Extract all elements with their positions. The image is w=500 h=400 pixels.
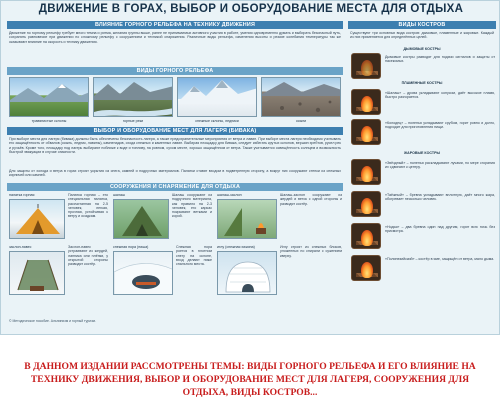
- illustration-mountain-tent: [9, 199, 65, 239]
- fire-smoke-icon: [351, 53, 381, 79]
- label-igloo: иглу (снежная хижина): [217, 245, 255, 249]
- fire-item-taiga: «Таёжный» – бревна укладывают вплотную, даёт много жара, обогревает несколько человек.: [385, 193, 495, 202]
- fire-nodya-icon: [351, 223, 381, 249]
- band-camp-selection: ВЫБОР И ОБОРУДОВАНИЕ МЕСТ ДЛЯ ЛАГЕРЯ (БИВАКА): [7, 127, 343, 135]
- illustration-screen-canopy: [9, 251, 65, 295]
- text-hut-screen: Шалаш-заслон сооружают из жердей и веток с одной стороны и разводят костёр.: [280, 193, 342, 206]
- text-mountain-tent: Палатка горная – это специальная палатка, рассчитанная на 2-5 человек, легкая, прочная, устойчивая к ветру и осадкам.: [68, 193, 108, 219]
- poster-title: ДВИЖЕНИЕ В ГОРАХ, ВЫБОР И ОБОРУДОВАНИЕ МЕСТА ДЛЯ ОТДЫХА: [38, 3, 464, 15]
- fire-item-polynesian: «Полинезийский» – костёр в яме, защищён от ветра, мало дыма.: [385, 257, 495, 261]
- illustration-hut-screen: [217, 199, 277, 239]
- camp-text: При выборе места для лагеря (бивака) должны быть обеспечены безопасность лагеря, а также предохранительные мероприятия от ветра и лавин. При выборе места лагеря необходимо учитывать его защищённость от обвалов (осыпь, ледник, лавины), камнепадов, схода снежных и каменных лавин. Выбирая площадку для бивака, следует избегать крутых склонов, вершин хребтов, русел рек и ручьёв. Кроме того, площадку под лагерь выбирают поближе к воде и топливу, на ровном, сухом месте, хорошо защищённом от ветра. Также учитывается освещённость солнцем и возможность быстрой эвакуации в случае опасности.: [9, 137, 341, 154]
- fire-well-icon: [351, 119, 381, 145]
- fire-taiga-icon: [351, 191, 381, 217]
- banner-text: В ДАННОМ ИЗДАНИИ РАССМОТРЕНЫ ТЕМЫ: ВИДЫ ГОРНОГО РЕЛЬЕФА И ЕГО ВЛИЯНИЕ НА ТЕХНИКУ ДВИЖЕНИЯ, ВЫБОР И ОБОРУДОВАНИЕ МЕСТ ДЛЯ ЛАГЕРЯ, СООРУЖЕНИЯ ДЛЯ ОТДЫХА, ВИДЫ КОСТРОВ...: [24, 361, 476, 398]
- header-smoke-fires: ДЫМОВЫЕ КОСТРЫ: [403, 47, 441, 51]
- text-screen-canopy: Заслон-навес устраивают из жердей, лапника или плёнки, у открытой стороны разводят костёр.: [68, 245, 108, 267]
- label-screen-canopy: заслон-навес: [9, 245, 32, 249]
- fire-shalash-icon: [351, 89, 381, 115]
- fire-item-smoke: Дымовые костры разводят для подачи сигналов и защиты от насекомых.: [385, 55, 495, 64]
- text-snow-hole: Снежная нора роется в плотном снегу на склоне, вход делают ниже спального места.: [176, 245, 212, 267]
- header-heat-fires: ЖАРОВЫЕ КОСТРЫ: [403, 151, 441, 155]
- photo-grass-slopes: [9, 77, 89, 117]
- fire-item-nodya: «Нодья» – два бревна один над другим, горит всю ночь без присмотра.: [385, 225, 495, 234]
- illustration-snow-hole: [113, 251, 173, 295]
- label-hut-screen: шалаш-заслон: [217, 193, 242, 197]
- caption-grass-slopes: травянистые склоны: [31, 119, 67, 123]
- header-flame-fires: ПЛАМЕННЫЕ КОСТРЫ: [401, 81, 443, 85]
- caption-scree: осыпи: [295, 119, 307, 123]
- camp-text-2: Для защиты от холода и ветра в горах строят укрытия из снега, камней и подручных материалов. Палатки ставят входом в подветренную сторону, а вокруг них сооружают стенки из снежных кирпичей или камней.: [9, 169, 341, 178]
- fire-polynesian-icon: [351, 255, 381, 281]
- footer-credit: © Методическое пособие. Альпинизм и горный туризм.: [9, 319, 96, 323]
- fires-intro: Существуют три основных вида костров: дымовые, пламенные и жаровые. Каждый из них применяется для определённых целей.: [350, 31, 494, 40]
- text-igloo: Иглу строят из снежных блоков, уложенных по спирали с сужением кверху.: [280, 245, 342, 258]
- photo-scree: [261, 77, 341, 117]
- photo-snow-slopes-glaciers: [177, 77, 257, 117]
- fire-item-well: «Колодец» – поленья укладывают срубом, горит ровно и долго, подходит для приготовления пищи.: [385, 121, 495, 130]
- caption-snow-slopes: снежные склоны, ледники: [195, 119, 239, 123]
- label-hut: шалаш: [113, 193, 125, 197]
- caption-mountain-rivers: горные реки: [122, 119, 144, 123]
- band-relief-types: ВИДЫ ГОРНОГО РЕЛЬЕФА: [7, 67, 343, 75]
- band-shelters: СООРУЖЕНИЯ И СНАРЯЖЕНИЕ ДЛЯ ОТДЫХА: [7, 183, 343, 191]
- illustration-igloo: [217, 251, 277, 295]
- fire-star-icon: [351, 159, 381, 185]
- band-fires: ВИДЫ КОСТРОВ: [348, 21, 496, 29]
- relief-text: Движение по горному рельефу требует много темпа и ритма, желания группы выше, ранее не принимаемых активного участия в работе, умения одновременно думать и выбирать безопасный путь, сохранять равновесие при движении по сложному рельефу с сооружением и техникой снаряжения. Различные виды рельефа, изменения высоты и резкие колебания температуры так же оказывают влияние на скорость и технику движения.: [9, 31, 341, 44]
- illustration-hut: [113, 199, 169, 239]
- photo-mountain-rivers: [93, 77, 173, 117]
- band-relief-influence: ВЛИЯНИЕ ГОРНОГО РЕЛЬЕФА НА ТЕХНИКУ ДВИЖЕНИЯ: [7, 21, 343, 29]
- text-hut: Шалаш сооружают из подручного материала, как правило на 2-3 человек, его каркас покрывают ветками и корой.: [172, 193, 212, 219]
- label-snow-hole: снежная нора (ниша): [113, 245, 149, 249]
- bottom-banner: [0, 360, 500, 400]
- label-mountain-tent: палатка горная: [9, 193, 35, 197]
- fire-item-shalash: «Шалаш» – дрова укладывают конусом, даёт высокое пламя, быстро разгорается.: [385, 91, 495, 100]
- fire-item-star: «Звёздный» – поленья раскладывают лучами, по мере сгорания их сдвигают к центру.: [385, 161, 495, 170]
